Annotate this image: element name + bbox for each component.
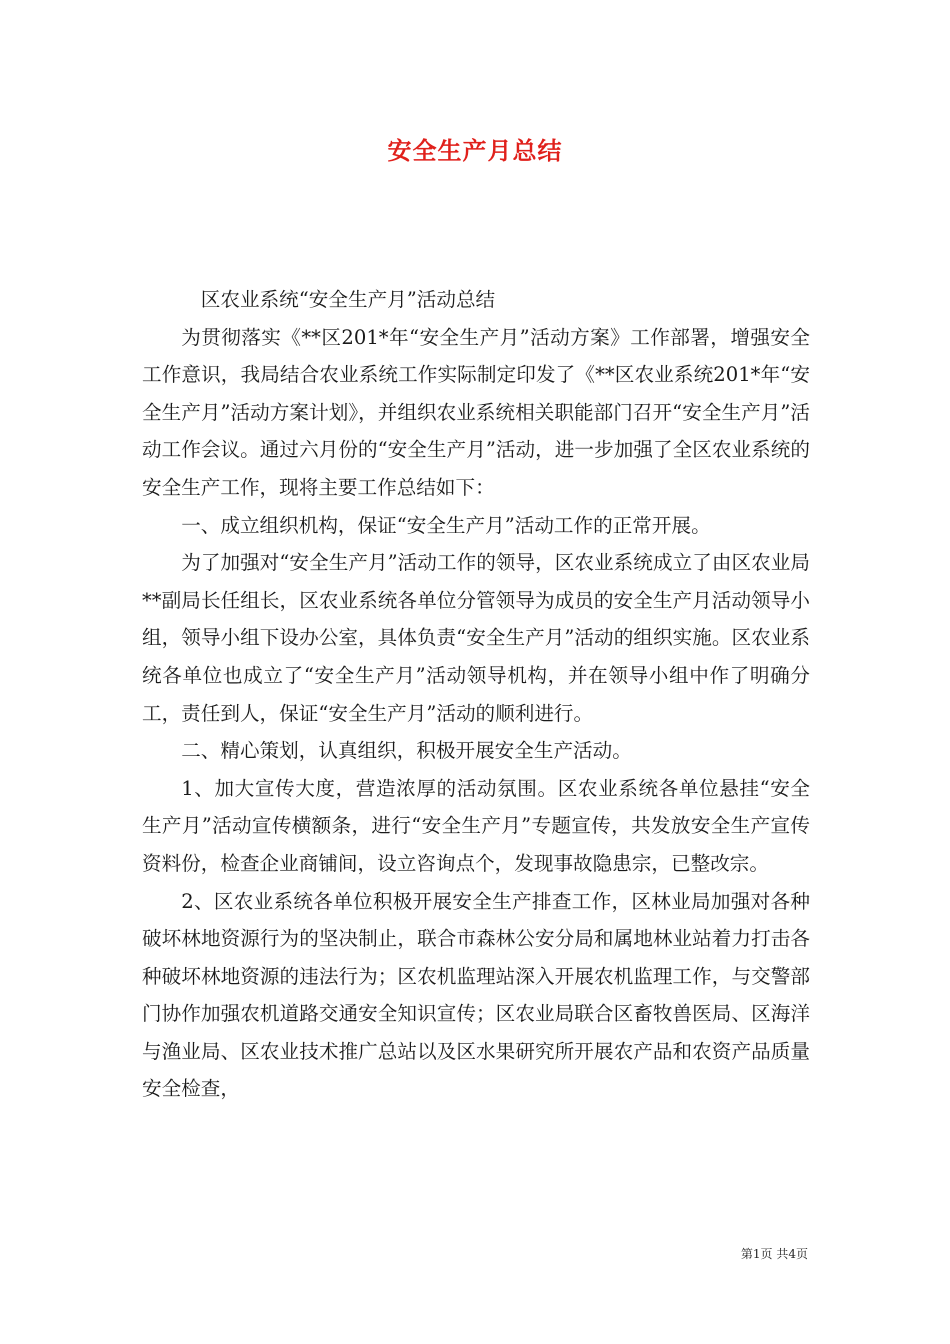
- paragraph-item-1: 1、加大宣传大度，营造浓厚的活动氛围。区农业系统各单位悬挂“安全生产月”活动宣传横额条，进行“安全生产月”专题宣传，共发放安全生产宣传资料份，检查企业商铺间，设立咨询点个，发现事故隐患宗，已整改宗。: [142, 776, 810, 875]
- section-heading-2: 二、精心策划，认真组织，积极开展安全生产活动。: [181, 739, 632, 763]
- document-body: [142, 281, 810, 1108]
- page-number: 第1页 共4页: [740, 1247, 808, 1261]
- paragraph-intro: 为贯彻落实《**区201*年“安全生产月”活动方案》工作部署，增强安全工作意识，我局结合农业系统工作实际制定印发了《**区农业系统201*年“安全生产月”活动方案计划》，并组织农业系统相关职能部门召开“安全生产月”活动工作会议。通过六月份的“安全生产月”活动，进一步加强了全区农业系统的安全生产工作，现将主要工作总结如下：: [142, 325, 810, 499]
- document-title: 安全生产月总结: [387, 136, 563, 165]
- paragraph-section-1: 为了加强对“安全生产月”活动工作的领导，区农业系统成立了由区农业局**副局长任组长，区农业系统各单位分管领导为成员的安全生产月活动领导小组，领导小组下设办公室，具体负责“安全生产月”活动的组织实施。区农业系统各单位也成立了“安全生产月”活动领导机构，并在领导小组中作了明确分工，责任到人，保证“安全生产月”活动的顺利进行。: [142, 551, 810, 725]
- paragraph-item-2: 2、区农业系统各单位积极开展安全生产排查工作，区林业局加强对各种破坏林地资源行为的坚决制止，联合市森林公安分局和属地林业站着力打击各种破坏林地资源的违法行为；区农机监理站深入开展农机监理工作，与交警部门协作加强农机道路交通安全知识宣传；区农业局联合区畜牧兽医局、区海洋与渔业局、区农业技术推广总站以及区水果研究所开展农产品和农资产品质量安全检查，: [142, 889, 810, 1101]
- document-subtitle: 区农业系统“安全生产月”活动总结: [200, 288, 496, 311]
- section-heading-1: 一、成立组织机构，保证“安全生产月”活动工作的正常开展。: [181, 513, 711, 537]
